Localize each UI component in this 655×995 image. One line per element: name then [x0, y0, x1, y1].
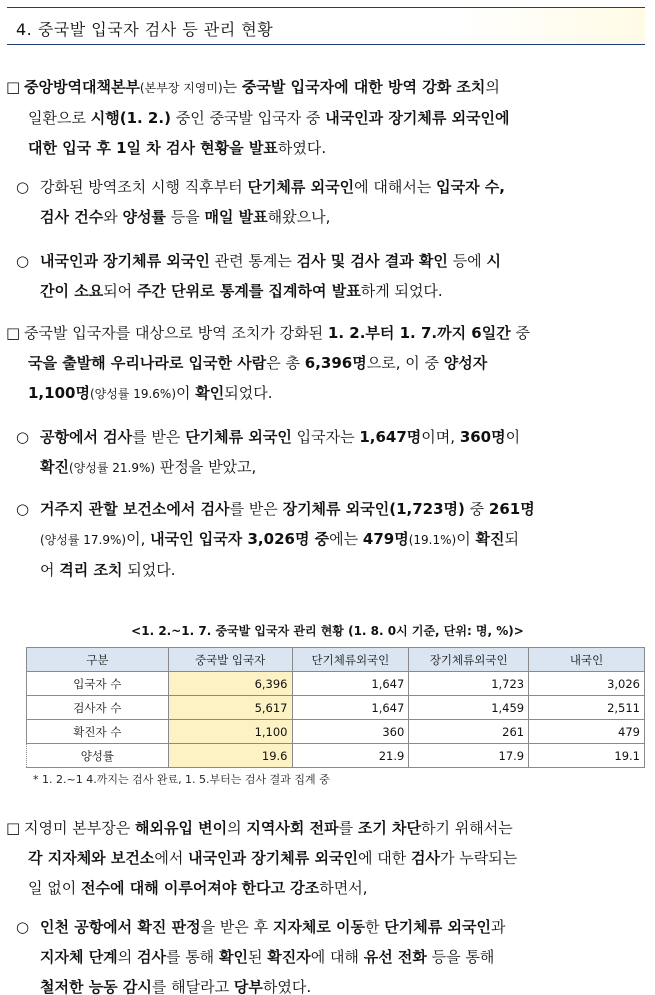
paragraph-monitoring-request: 인천 공항에서 확진 판정을 받은 후 지자체로 이동한 단기체류 외국인과 지자체 단계의 검사를 통해 확인된 확진자에 대해 유선 전화 등을 통해 철저한 능동 감시를 해달라고 당부하였다. — [40, 918, 506, 995]
table-header-row — [27, 648, 645, 672]
table-cell: 17.9 — [409, 744, 529, 768]
circle-bullet-icon: ○ — [16, 252, 30, 270]
table-row — [27, 744, 645, 768]
table-cell: 1,100 — [168, 720, 292, 744]
section-title: 4. 중국발 입국자 검사 등 관리 현황 — [16, 20, 274, 39]
table-cell: 1,723 — [409, 672, 529, 696]
table-cell: 19.1 — [529, 744, 645, 768]
paragraph-weekly-statistics: 내국인과 장기체류 외국인 관련 통계는 검사 및 검사 결과 확인 등에 시 간이 소요되어 주간 단위로 통계를 집계하여 발표하게 되었다. — [40, 252, 501, 300]
row-label: 양성률 — [27, 744, 169, 768]
col-header-category: 구분 — [27, 648, 169, 672]
table-cell: 261 — [409, 720, 529, 744]
circle-bullet-icon: ○ — [16, 918, 30, 936]
table-cell: 5,617 — [168, 696, 292, 720]
table-cell: 21.9 — [292, 744, 409, 768]
square-bullet-icon: □ — [6, 324, 21, 342]
arrivals-status-table — [26, 647, 645, 768]
paragraph-short-term-reporting: 강화된 방역조치 시행 직후부터 단기체류 외국인에 대해서는 입국자 수, 검사 건수와 양성률 등을 매일 발표해왔으나, — [40, 178, 505, 226]
table-cell: 3,026 — [529, 672, 645, 696]
paragraph-announcement: 중앙방역대책본부(본부장 지영미)는 중국발 입국자에 대한 방역 강화 조치의 일환으로 시행(1. 2.) 중인 중국발 입국자 중 내국인과 장기체류 외국인에 대한 입국 후 1일 차 검사 현황을 발표하였다. — [24, 78, 510, 157]
table-cell: 360 — [292, 720, 409, 744]
table-cell: 6,396 — [168, 672, 292, 696]
col-header-nationals: 내국인 — [529, 648, 645, 672]
row-label: 입국자 수 — [27, 672, 169, 696]
paragraph-airport-tests: 공항에서 검사를 받은 단기체류 외국인 입국자는 1,647명이며, 360명이 확진(양성률 21.9%) 판정을 받았고, — [40, 428, 521, 476]
paragraph-total-arrivals: 중국발 입국자를 대상으로 방역 조치가 강화된 1. 2.부터 1. 7.까지 6일간 중 국을 출발해 우리나라로 입국한 사람은 총 6,396명으로, 이 중 양성자 1,100명(양성률 19.6%)이 확인되었다. — [24, 324, 530, 402]
col-header-china-arrivals: 중국발 입국자 — [168, 648, 292, 672]
square-bullet-icon: □ — [6, 819, 21, 837]
section-header — [7, 7, 645, 45]
table-cell: 1,459 — [409, 696, 529, 720]
table-row — [27, 672, 645, 696]
col-header-short-term-foreigners: 단기체류외국인 — [292, 648, 409, 672]
table-cell: 1,647 — [292, 696, 409, 720]
row-label: 검사자 수 — [27, 696, 169, 720]
paragraph-local-tests: 거주지 관할 보건소에서 검사를 받은 장기체류 외국인(1,723명) 중 261명 (양성률 17.9%)이, 내국인 입국자 3,026명 중에는 479명(19.1%)이 확진되 어 격리 조치 되었다. — [40, 500, 535, 579]
circle-bullet-icon: ○ — [16, 500, 30, 518]
table-cell: 2,511 — [529, 696, 645, 720]
table-row — [27, 720, 645, 744]
square-bullet-icon: □ — [6, 78, 21, 96]
table-caption: <1. 2.~1. 7. 중국발 입국자 관리 현황 (1. 8. 0시 기준, 단위: 명, %)> — [131, 624, 524, 638]
table-row — [27, 696, 645, 720]
table-cell: 1,647 — [292, 672, 409, 696]
circle-bullet-icon: ○ — [16, 178, 30, 196]
col-header-long-term-foreigners: 장기체류외국인 — [409, 648, 529, 672]
table-cell: 19.6 — [168, 744, 292, 768]
paragraph-director-emphasis: 지영미 본부장은 해외유입 변이의 지역사회 전파를 조기 차단하기 위해서는 각 지자체와 보건소에서 내국인과 장기체류 외국인에 대한 검사가 누락되는 일 없이 전수에 대해 이루어져야 한다고 강조하면서, — [24, 819, 518, 897]
circle-bullet-icon: ○ — [16, 428, 30, 446]
table-cell: 479 — [529, 720, 645, 744]
row-label: 확진자 수 — [27, 720, 169, 744]
table-footnote: * 1. 2.~1 4.까지는 검사 완료, 1. 5.부터는 검사 결과 집계 중 — [33, 773, 330, 786]
